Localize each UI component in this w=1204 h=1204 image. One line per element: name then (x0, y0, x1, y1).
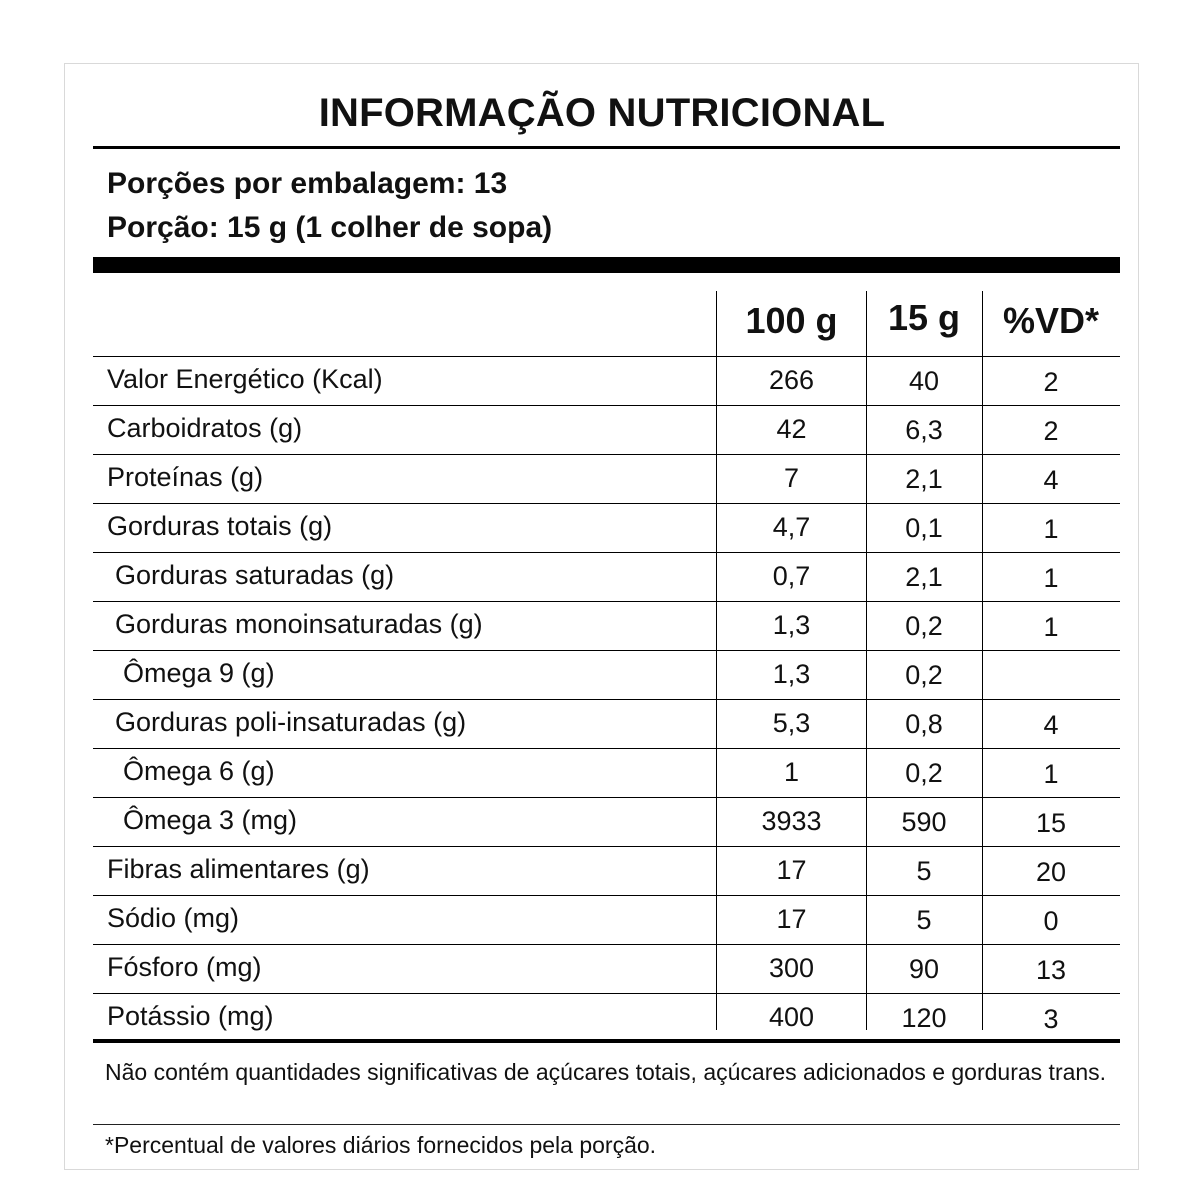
value-per-serving: 590 (901, 807, 947, 837)
footnote-dv: *Percentual de valores diários fornecidos pela porção. (105, 1132, 657, 1158)
nutrient-name: Gorduras poli-insaturadas (g) (115, 707, 467, 737)
value-per-serving: 40 (908, 366, 940, 396)
nutrient-name: Ômega 9 (g) (123, 658, 275, 688)
nutrient-row (0, 601, 1204, 650)
column-header-serving: 15 g (887, 297, 961, 338)
nutrient-row (0, 797, 1204, 846)
value-per-serving: 6,3 (905, 415, 943, 445)
nutrient-name: Gorduras saturadas (g) (115, 560, 395, 590)
footnote-nutrients: Não contém quantidades significativas de açúcares totais, açúcares adicionados e gorduras trans. (105, 1059, 1107, 1085)
nutrient-row (0, 944, 1204, 993)
thick-rule (93, 257, 1120, 273)
value-daily-percent: 20 (1035, 857, 1067, 887)
value-daily-percent: 2 (1043, 367, 1059, 397)
value-per-100g: 7 (783, 463, 800, 493)
value-daily-percent: 3 (1043, 1004, 1059, 1034)
value-daily-percent: 15 (1035, 808, 1067, 838)
nutrient-row (0, 748, 1204, 797)
column-header-100g: 100 g (745, 300, 838, 341)
nutrient-name: Ômega 3 (mg) (123, 805, 298, 835)
nutrient-name: Proteínas (g) (107, 462, 264, 492)
nutrient-row (0, 552, 1204, 601)
nutrient-name: Gorduras totais (g) (107, 511, 333, 541)
value-daily-percent: 0 (1043, 906, 1059, 936)
nutrient-row (0, 454, 1204, 503)
column-header-dv: %VD* (1002, 300, 1100, 341)
serving-size: Porção: 15 g (1 colher de sopa) (107, 211, 553, 244)
nutrient-name: Ômega 6 (g) (123, 756, 275, 786)
value-per-serving: 0,1 (905, 513, 943, 543)
value-per-serving: 0,8 (905, 709, 943, 739)
value-per-100g: 4,7 (772, 512, 811, 542)
value-per-100g: 1,3 (772, 610, 811, 640)
value-per-100g: 266 (768, 365, 815, 395)
value-per-100g: 42 (776, 414, 807, 444)
table-bottom-rule (93, 1039, 1120, 1043)
value-per-serving: 0,2 (905, 660, 943, 690)
value-per-100g: 1 (783, 757, 800, 787)
nutrient-row (0, 895, 1204, 944)
value-per-serving: 120 (901, 1003, 947, 1033)
value-per-serving: 5 (916, 905, 932, 935)
value-daily-percent: 1 (1043, 612, 1059, 642)
footnote-divider (93, 1124, 1120, 1125)
value-per-serving: 90 (908, 954, 940, 984)
value-per-100g: 400 (768, 1002, 815, 1032)
value-per-serving: 2,1 (905, 464, 943, 494)
label-title: INFORMAÇÃO NUTRICIONAL (318, 91, 886, 135)
value-per-100g: 17 (776, 855, 807, 885)
value-per-serving: 0,2 (905, 611, 943, 641)
nutrient-row (0, 846, 1204, 895)
value-daily-percent: 2 (1043, 416, 1059, 446)
value-per-100g: 3933 (761, 806, 822, 836)
nutrient-name: Fibras alimentares (g) (107, 854, 370, 884)
servings-per-package: Porções por embalagem: 13 (107, 167, 508, 200)
nutrient-row (0, 650, 1204, 699)
nutrient-row (0, 405, 1204, 454)
title-rule (93, 146, 1120, 149)
value-per-serving: 5 (916, 856, 932, 886)
nutrient-name: Sódio (mg) (107, 903, 240, 933)
nutrient-name: Fósforo (mg) (107, 952, 262, 982)
value-per-100g: 1,3 (772, 659, 811, 689)
value-per-100g: 0,7 (772, 561, 811, 591)
value-per-100g: 17 (776, 904, 807, 934)
nutrient-row (0, 699, 1204, 748)
value-daily-percent: 1 (1043, 514, 1059, 544)
nutrient-row (0, 356, 1204, 405)
value-daily-percent: 1 (1043, 563, 1059, 593)
nutrient-name: Valor Energético (Kcal) (107, 364, 383, 394)
nutrient-name: Potássio (mg) (107, 1001, 274, 1031)
value-per-100g: 300 (768, 953, 815, 983)
value-per-serving: 0,2 (905, 758, 943, 788)
nutrient-row (0, 503, 1204, 552)
value-per-100g: 5,3 (772, 708, 811, 738)
nutrient-name: Gorduras monoinsaturadas (g) (115, 609, 483, 639)
nutrient-name: Carboidratos (g) (107, 413, 303, 443)
value-daily-percent: 4 (1043, 710, 1059, 740)
value-daily-percent: 4 (1043, 465, 1059, 495)
value-per-serving: 2,1 (905, 562, 943, 592)
nutrient-row (0, 993, 1204, 1042)
value-daily-percent: 1 (1043, 759, 1059, 789)
value-daily-percent: 13 (1035, 955, 1067, 985)
